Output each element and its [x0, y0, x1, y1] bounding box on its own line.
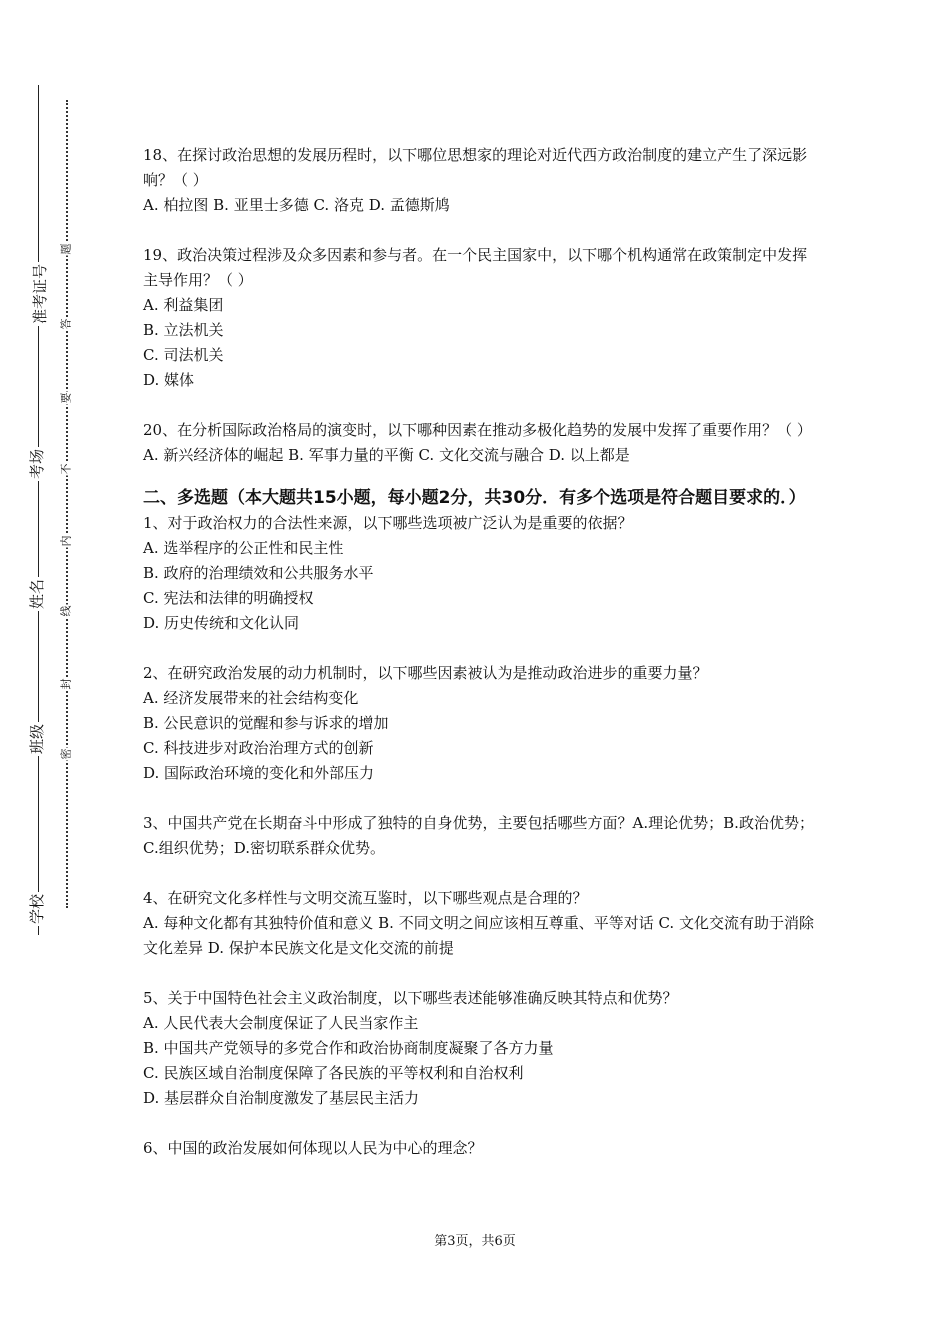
- question-m5: [143, 986, 818, 1111]
- section-title: 二、多选题（本大题共15小题，每小题2分，共30分．有多个选项是符合题目要求的．）: [143, 488, 806, 508]
- question-m6: [143, 1136, 818, 1161]
- option-a: A. 选举程序的公正性和民主性: [143, 539, 344, 557]
- option-b: B. 公民意识的觉醒和参与诉求的增加: [143, 714, 389, 732]
- option-c: C. 司法机关: [143, 346, 224, 364]
- binding-solid-line: [38, 85, 39, 935]
- question-stem: 5、关于中国特色社会主义政治制度，以下哪些表述能够准确反映其特点和优势？: [143, 989, 678, 1007]
- question-options: A. 每种文化都有其独特价值和意义 B. 不同文明之间应该相互尊重、平等对话 C. 文化交流有助于消除文化差异 D. 保护本民族文化是文化交流的前提: [143, 914, 814, 957]
- option-d: D. 媒体: [143, 371, 195, 389]
- option-a: A. 人民代表大会制度保证了人民当家作主: [143, 1014, 419, 1032]
- binding-dotted-line: [66, 100, 68, 908]
- option-b: B. 政府的治理绩效和公共服务水平: [143, 564, 374, 582]
- question-stem: 4、在研究文化多样性与文明交流互鉴时，以下哪些观点是合理的？: [143, 889, 588, 907]
- seal-char: 要: [59, 392, 73, 404]
- question-m1: [143, 511, 818, 636]
- label-school: 学校: [28, 893, 47, 925]
- seal-char: 题: [59, 243, 73, 255]
- question-stem: 2、在研究政治发展的动力机制时，以下哪些因素被认为是推动政治进步的重要力量？: [143, 664, 708, 682]
- option-b: B. 立法机关: [143, 321, 224, 339]
- question-stem: 6、中国的政治发展如何体现以人民为中心的理念？: [143, 1139, 483, 1157]
- label-exam-room: 考场: [28, 448, 47, 480]
- question-20: [143, 418, 818, 468]
- question-stem: 20、在分析国际政治格局的演变时，以下哪种因素在推动多极化趋势的发展中发挥了重要作用？（ ）: [143, 421, 812, 439]
- question-options: A. 新兴经济体的崛起 B. 军事力量的平衡 C. 文化交流与融合 D. 以上都是: [143, 446, 630, 464]
- seal-char: 线: [59, 605, 73, 617]
- question-stem: 19、政治决策过程涉及众多因素和参与者。在一个民主国家中，以下哪个机构通常在政策制定中发挥主导作用？（ ）: [143, 246, 808, 289]
- label-class: 班级: [28, 723, 47, 755]
- seal-char: 密: [59, 748, 73, 760]
- exam-content: [143, 143, 818, 1186]
- question-19: [143, 243, 818, 393]
- question-options: A. 柏拉图 B. 亚里士多德 C. 洛克 D. 孟德斯鸠: [143, 196, 450, 214]
- question-m4: [143, 886, 818, 961]
- option-a: A. 利益集团: [143, 296, 224, 314]
- seal-char: 答: [59, 318, 73, 330]
- label-name: 姓名: [28, 578, 47, 610]
- seal-char: 不: [59, 463, 73, 475]
- question-stem: 3、中国共产党在长期奋斗中形成了独特的自身优势，主要包括哪些方面？A.理论优势；B.政治优势；C.组织优势；D.密切联系群众优势。: [143, 814, 814, 857]
- label-exam-number: 准考证号: [31, 263, 50, 325]
- question-stem: 1、对于政治权力的合法性来源，以下哪些选项被广泛认为是重要的依据？: [143, 514, 633, 532]
- seal-char: 内: [59, 535, 73, 547]
- option-b: B. 中国共产党领导的多党合作和政治协商制度凝聚了各方力量: [143, 1039, 554, 1057]
- question-m2: [143, 661, 818, 786]
- question-m3: [143, 811, 818, 861]
- option-c: C. 科技进步对政治治理方式的创新: [143, 739, 374, 757]
- page-footer: 第3页，共6页: [434, 1234, 516, 1249]
- option-d: D. 基层群众自治制度激发了基层民主活力: [143, 1089, 420, 1107]
- option-c: C. 民族区域自治制度保障了各民族的平等权利和自治权利: [143, 1064, 524, 1082]
- question-18: [143, 143, 818, 218]
- option-d: D. 国际政治环境的变化和外部压力: [143, 764, 375, 782]
- option-c: C. 宪法和法律的明确授权: [143, 589, 314, 607]
- binding-margin: [0, 0, 110, 1344]
- option-d: D. 历史传统和文化认同: [143, 614, 300, 632]
- option-a: A. 经济发展带来的社会结构变化: [143, 689, 359, 707]
- question-stem: 18、在探讨政治思想的发展历程时，以下哪位思想家的理论对近代西方政治制度的建立产生了深远影响？（ ）: [143, 146, 808, 189]
- seal-char: 封: [59, 678, 73, 690]
